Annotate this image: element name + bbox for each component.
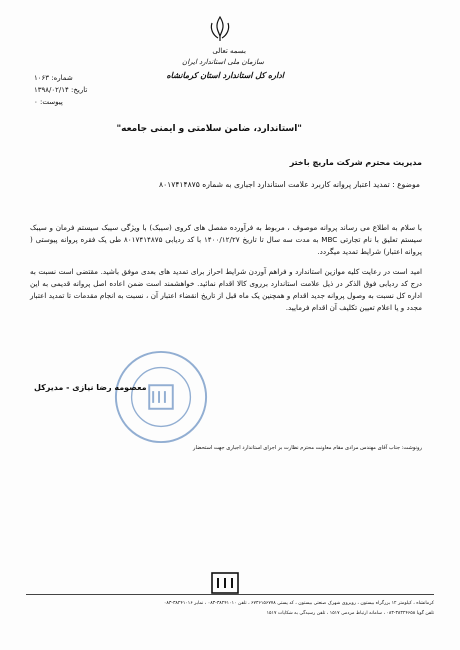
body-paragraph-2: امید است در رعایت کلیه موازین استاندارد و فراهم آوردن شرایط احراز برای تمدید های بعدی موفق باشید. مقتضی است نسبت به درج کد ردیابی فوق الذکر در ذیل علامت استاندارد برروی کالا اقدام نمائید. خواهشمند است ضمن اعاده اصل پروانه قدیمی به این اداره کل نسبت به وصول پروانه جدید اقدام و همچنین یک ماه قبل از تاریخ انقضاء اعتبار آن ، نسبت به انجام مقدمات تا تمدید اعتبار مجدد و یا اعلام تعیین تکلیف آن اقدام فرمایید. — [30, 267, 422, 312]
motto: "استاندارد، ضامن سلامتی و ایمنی جامعه" — [116, 124, 302, 134]
cc-line: رونوشت: جناب آقای مهندس مرادی مقام معاونت محترم نظارت بر اجرای استاندارد اجباری جهت استحضار — [193, 445, 422, 451]
footer-address: کرمانشاه ، کیلومتر ۱۲ بزرگراه بیستون ، روبروی شهرک صنعتی بیستون ، کد پستی ۶۷۳۶۱۵۶۷۷۸ ، تلفن ۳۸۲۴۱۰۱۰-۰۸۳ ، نمابر ۳۸۲۴۱۰۱۶-۰۸۳ — [163, 601, 434, 606]
body-paragraph-1: با سلام به اطلاع می رساند پروانه موصوف ، مربوط به فرآورده مفصل های کروی (سیبک) با ویژگی سیبک سیستم فرمان و سیبک سیستم تعلیق با نام تجارتی MBC به مدت سه سال تا تاریخ ۱۴۰۰/۱۲/۲۷ با کد ردیابی ۸۰۱۷۴۱۴۸۷۵ طی یک فقره پروانه پیوستی ( پروانه اعتبار) شرایط تمدید میگردد. — [30, 223, 422, 256]
recipient: مدیریت محترم شرکت ماریچ باختر — [289, 158, 422, 167]
official-stamp-icon — [112, 348, 210, 446]
iran-emblem-icon — [205, 14, 235, 44]
letterhead-office: اداره کل استاندارد استان کرمانشاه — [166, 70, 284, 80]
footer-contacts: تلفن گویا ۳۸۳۲۴۶۵۸-۰۸۳ ، سامانه ارتباط مردمی ۱۵۱۷ ، تلفن رسیدگی به شکایات ۱۵۱۷ — [266, 611, 434, 616]
signature-name: معصومه رضا نیازی - مدیرکل — [34, 383, 147, 392]
footer-divider — [26, 594, 434, 595]
letter-attachment: پیوست: ۰ — [34, 98, 63, 106]
letterhead-org: سازمان ملی استاندارد ایران — [182, 58, 264, 66]
letter-number: شماره: ۱۰۶۳ — [34, 74, 73, 82]
subject-line: موضوع : تمدید اعتبار پروانه کاربرد علامت استاندارد اجباری به شماره ۸۰۱۷۴۱۴۸۷۵ — [159, 180, 420, 189]
letterhead-line1: بسمه تعالی — [212, 47, 246, 55]
standard-logo-icon — [208, 570, 242, 596]
letter-date: تاریخ: ۱۳۹۸/۰۲/۱۴ — [34, 86, 88, 94]
